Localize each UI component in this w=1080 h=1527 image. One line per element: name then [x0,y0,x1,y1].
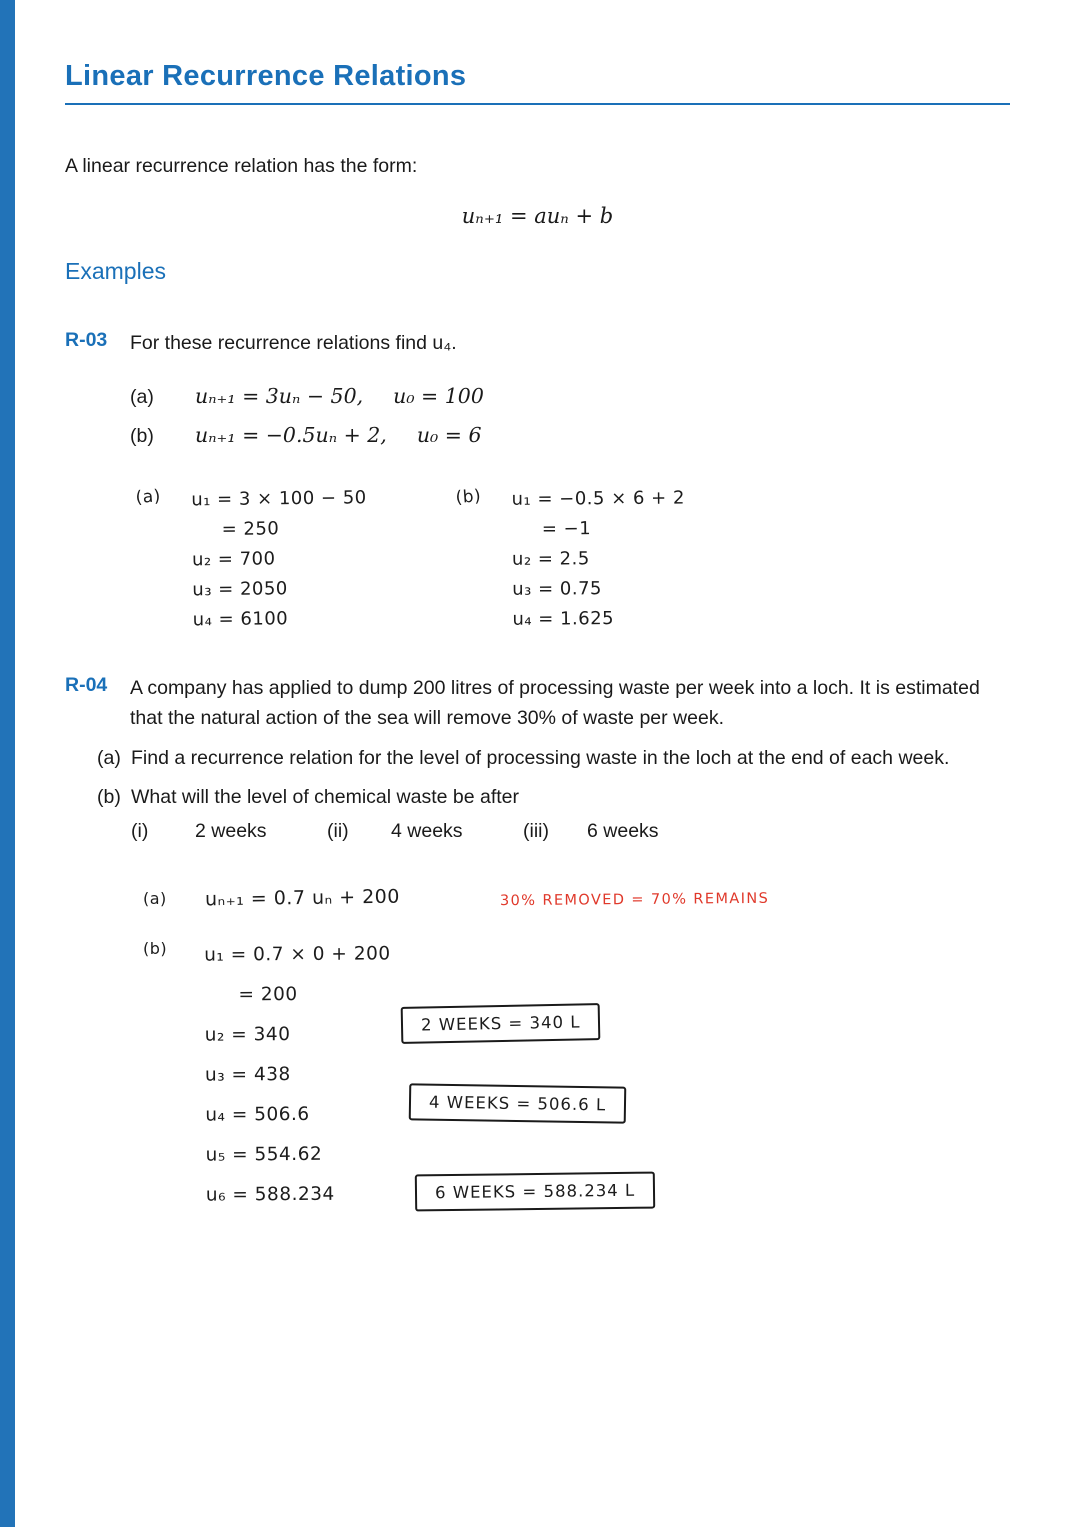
part-tag: (b) [97,786,121,809]
r04-sub-parts [131,820,1010,843]
sub-part-ii [327,820,523,843]
problem-r04 [65,674,1010,1215]
working-lines [204,934,392,1215]
working-line: u₄ = 1.625 [512,608,615,631]
recurrence-formula: uₙ₊₁ = auₙ + b [461,204,614,228]
problem-r03-prompt: For these recurrence relations find u₄. [130,332,457,354]
sub-part-tag: (i) [131,820,149,843]
part-equation: uₙ₊₁ = 3uₙ − 50, [195,384,364,409]
sub-part-label: 2 weeks [195,820,267,843]
part-equation: uₙ₊₁ = −0.5uₙ + 2, [195,423,387,448]
r04-working-a [143,887,1010,909]
r03-working-a [134,484,414,634]
part-initial-value: u₀ = 100 [393,384,484,409]
working-lines [511,483,734,635]
r04-part-b [97,784,1010,812]
problem-r03-label: R-03 [65,329,108,351]
working-line: u₄ = 6100 [192,608,289,631]
sub-part-iii [523,820,719,843]
working-tag: (b) [454,486,482,509]
working-line: = −1 [541,518,592,540]
working-line: u₂ = 2.5 [511,548,590,571]
working-line: u₁ = −0.5 × 6 + 2 [511,487,685,511]
r04-statement [65,674,1010,733]
title-rule [65,103,1010,105]
working-line: u₂ = 700 [191,548,276,571]
working-line: u₁ = 3 × 100 − 50 [191,487,367,511]
working-line: u₄ = 506.6 [205,1104,310,1126]
working-line: = 200 [238,984,298,1006]
working-tag: (a) [143,889,167,909]
sub-part-i [131,820,327,843]
working-line: u₅ = 554.62 [205,1143,323,1166]
problem-r04-text: A company has applied to dump 200 litres of processing waste per week into a loch. It is estimated that the natural action of the sea will remove 30% of waste per week. [130,677,980,729]
r03-handwritten-working [134,484,1010,634]
part-initial-value: u₀ = 6 [416,423,482,448]
answer-box-2-weeks: 2 WEEKS = 340 L [401,1003,601,1044]
part-tag: (a) [97,746,121,769]
problem-r04-label: R-04 [65,674,108,697]
working-lines [191,483,415,636]
working-line: u₆ = 588.234 [205,1183,335,1206]
r04-working-b [143,935,1010,1215]
working-line: u₁ = 0.7 × 0 + 200 [204,943,391,966]
working-line: u₃ = 438 [204,1064,291,1086]
left-accent-stripe [0,0,15,1527]
sub-part-label: 6 weeks [587,820,659,843]
part-tag: (b) [130,425,154,448]
working-recurrence: uₙ₊₁ = 0.7 uₙ + 200 [204,885,401,911]
problem-r03 [65,329,1010,358]
sub-part-tag: (iii) [523,820,549,843]
part-tag: (a) [130,386,154,409]
part-text: Find a recurrence relation for the level of processing waste in the loch at the end of each week. [131,746,950,769]
part-text: What will the level of chemical waste be after [131,786,520,809]
answer-box-4-weeks: 4 WEEKS = 506.6 L [409,1083,627,1123]
sub-part-label: 4 weeks [391,820,463,843]
answer-box-6-weeks: 6 WEEKS = 588.234 L [415,1172,656,1212]
working-line: u₂ = 340 [204,1024,291,1046]
working-red-note: 30% REMOVED = 70% REMAINS [499,890,770,910]
page-title: Linear Recurrence Relations [65,60,467,92]
r03-part-a [130,384,1010,409]
r03-working-b [454,484,734,634]
page-content [65,0,1010,1215]
r03-part-b [130,423,1010,448]
intro-text: A linear recurrence relation has the form: [65,155,418,177]
working-tag: (b) [143,939,168,959]
working-line: u₃ = 2050 [192,578,288,601]
working-line: u₃ = 0.75 [512,578,603,601]
sub-part-tag: (ii) [327,820,349,843]
examples-heading: Examples [65,258,166,284]
working-tag: (a) [134,486,162,509]
r04-part-a [97,745,1010,773]
working-line: = 250 [221,518,280,541]
